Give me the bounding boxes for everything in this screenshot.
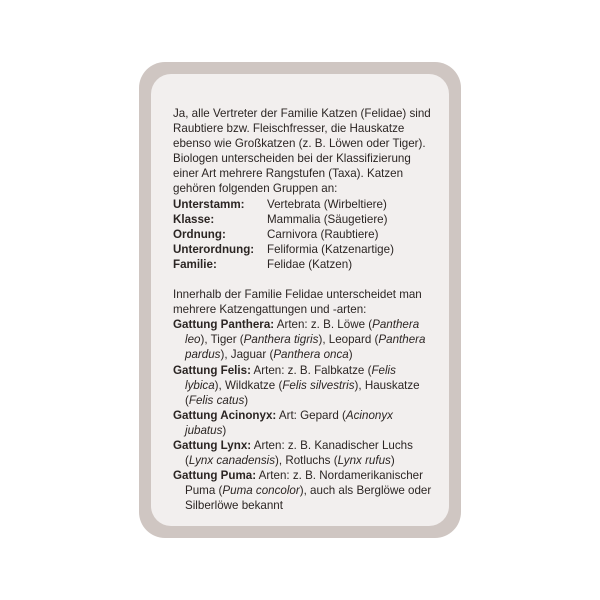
species-name: Gepard <box>300 408 339 422</box>
genus-suffix: , auch als Berglöwe oder Silberlöwe bekannt <box>185 484 432 513</box>
rank-value: Feliformia (Katzenartige) <box>267 242 394 256</box>
genus-label: Gattung Felis: <box>173 363 251 377</box>
genus-entry: Gattung Felis: Arten: z. B. Falbkatze (Felis lybica), Wildkatze (Felis silvestris), Hauskatze (Felis catus) <box>173 363 420 407</box>
species-latin-name: Acinonyx jubatus <box>185 408 393 437</box>
genus-label: Gattung Lynx: <box>173 438 252 452</box>
species-latin-name: Felis catus <box>188 393 245 407</box>
rank-label: Ordnung: <box>173 227 226 241</box>
species-name: Jaguar <box>230 348 267 362</box>
genus-entry: Gattung Lynx: Arten: z. B. Kanadischer Luchs (Lynx canadensis), Rotluchs (Lynx rufus) <box>173 438 413 468</box>
rank-label: Unterstamm: <box>173 197 245 211</box>
genus-entry: Gattung Acinonyx: Art: Gepard (Acinonyx jubatus) <box>173 408 393 437</box>
card-frame <box>139 62 461 538</box>
taxonomy-table <box>173 197 394 272</box>
species-latin-name: Felis lybica <box>185 363 396 392</box>
spacer <box>173 272 435 287</box>
card-body <box>151 74 449 526</box>
rank-value: Carnivora (Raubtiere) <box>267 227 379 241</box>
species-latin-name: Felis silvestris <box>282 378 355 392</box>
rank-value: Felidae (Katzen) <box>267 257 353 271</box>
genus-label: Gattung Acinonyx: <box>173 408 277 422</box>
species-name: Rotluchs <box>285 454 331 468</box>
species-latin-name: Panthera tigris <box>243 333 319 347</box>
taxonomy-row <box>173 197 394 212</box>
genus-entry: Gattung Puma: Arten: z. B. Nordamerikanischer Puma (Puma concolor), auch als Berglöwe oder Silberlöwe bekannt <box>173 469 432 513</box>
genus-label: Gattung Puma: <box>173 469 257 483</box>
taxonomy-row <box>173 227 394 242</box>
genera-intro: Innerhalb der Familie Felidae unterscheidet man mehrere Katzengattungen und -arten: <box>173 288 422 317</box>
rank-label: Unterordnung: <box>173 242 255 256</box>
rank-label: Klasse: <box>173 212 215 226</box>
species-name: Hauskatze <box>364 378 420 392</box>
species-latin-name: Puma concolor <box>222 484 300 498</box>
species-latin-name: Lynx canadensis <box>188 454 276 468</box>
species-name: Falbkatze <box>314 363 365 377</box>
species-latin-name: Panthera leo <box>185 318 420 347</box>
taxonomy-row <box>173 242 394 257</box>
species-name: Tiger <box>210 333 237 347</box>
taxonomy-row <box>173 212 394 227</box>
genus-entry: Gattung Panthera: Arten: z. B. Löwe (Panthera leo), Tiger (Panthera tigris), Leopard (Panthera pardus), Jaguar (Panthera onca) <box>173 318 426 362</box>
rank-label: Familie: <box>173 257 217 271</box>
species-latin-name: Panthera onca <box>273 348 349 362</box>
rank-value: Vertebrata (Wirbeltiere) <box>267 197 387 211</box>
species-name: Leopard <box>328 333 372 347</box>
species-latin-name: Panthera pardus <box>185 333 426 362</box>
species-latin-name: Lynx rufus <box>337 454 391 468</box>
intro-paragraph: Ja, alle Vertreter der Familie Katzen (Felidae) sind Raubtiere bzw. Fleischfresser, die Hauskatze ebenso wie Großkatzen (z. B. Löwen oder Tiger). Biologen unterscheiden bei der Klassifizierung einer Art mehrere Rangstufen (Taxa). Katzen gehören folgenden Gruppen an: <box>173 107 431 196</box>
genus-label: Gattung Panthera: <box>173 318 275 332</box>
species-name: Löwe <box>337 318 366 332</box>
species-name: Wildkatze <box>224 378 276 392</box>
species-name: Nordamerikanischer Puma <box>185 469 423 498</box>
genera-list <box>173 317 435 513</box>
card-content <box>173 106 435 513</box>
species-name: Kanadischer Luchs <box>314 438 413 452</box>
taxonomy-row <box>173 257 394 272</box>
rank-value: Mammalia (Säugetiere) <box>267 212 388 226</box>
